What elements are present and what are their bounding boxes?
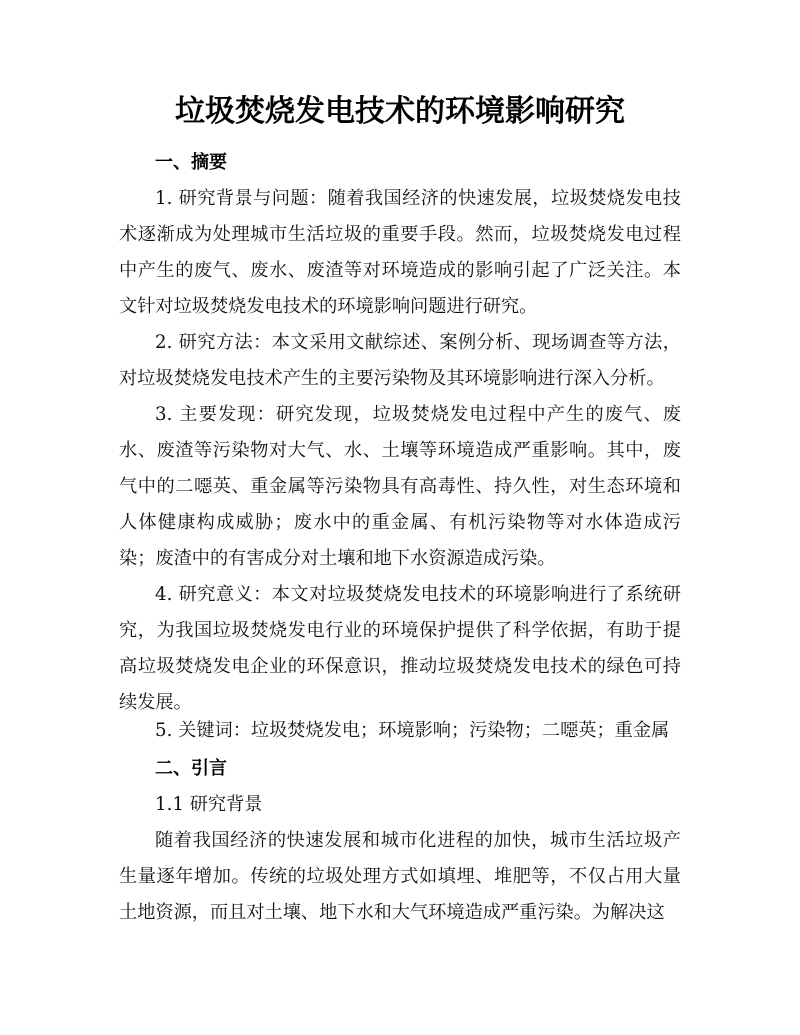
abstract-paragraph-5: 5. 关键词：垃圾焚烧发电；环境影响；污染物；二噁英；重金属 bbox=[155, 720, 670, 741]
section-heading-introduction: 二、引言 bbox=[155, 758, 227, 779]
abstract-paragraph-2: 2. 研究方法：本文采用文献综述、案例分析、现场调查等方法，对垃圾焚烧发电技术产生的主要污染物及其环境影响进行深入分析。 bbox=[119, 332, 681, 389]
introduction-paragraph-1: 随着我国经济的快速发展和城市化进程的加快，城市生活垃圾产生量逐年增加。传统的垃圾处理方式如填埋、堆肥等，不仅占用大量土地资源，而且对土壤、地下水和大气环境造成严重污染。为解决这 bbox=[119, 830, 681, 923]
document-page bbox=[119, 0, 681, 1035]
abstract-paragraph-1: 1. 研究背景与问题：随着我国经济的快速发展，垃圾焚烧发电技术逐渐成为处理城市生活垃圾的重要手段。然而，垃圾焚烧发电过程中产生的废气、废水、废渣等对环境造成的影响引起了广泛关注。本文针对垃圾焚烧发电技术的环境影响问题进行研究。 bbox=[119, 188, 681, 317]
abstract-paragraph-3: 3. 主要发现：研究发现，垃圾焚烧发电过程中产生的废气、废水、废渣等污染物对大气、水、土壤等环境造成严重影响。其中，废气中的二噁英、重金属等污染物具有高毒性、持久性，对生态环境和人体健康构成威胁；废水中的重金属、有机污染物等对水体造成污染；废渣中的有害成分对土壤和地下水资源造成污染。 bbox=[119, 404, 681, 569]
document-title: 垃圾焚烧发电技术的环境影响研究 bbox=[175, 94, 625, 129]
section-heading-abstract: 一、摘要 bbox=[155, 152, 227, 173]
subsection-heading-background: 1.1 研究背景 bbox=[155, 794, 263, 815]
abstract-paragraph-4: 4. 研究意义：本文对垃圾焚烧发电技术的环境影响进行了系统研究，为我国垃圾焚烧发电行业的环境保护提供了科学依据，有助于提高垃圾焚烧发电企业的环保意识，推动垃圾焚烧发电技术的绿色可持续发展。 bbox=[119, 584, 681, 713]
